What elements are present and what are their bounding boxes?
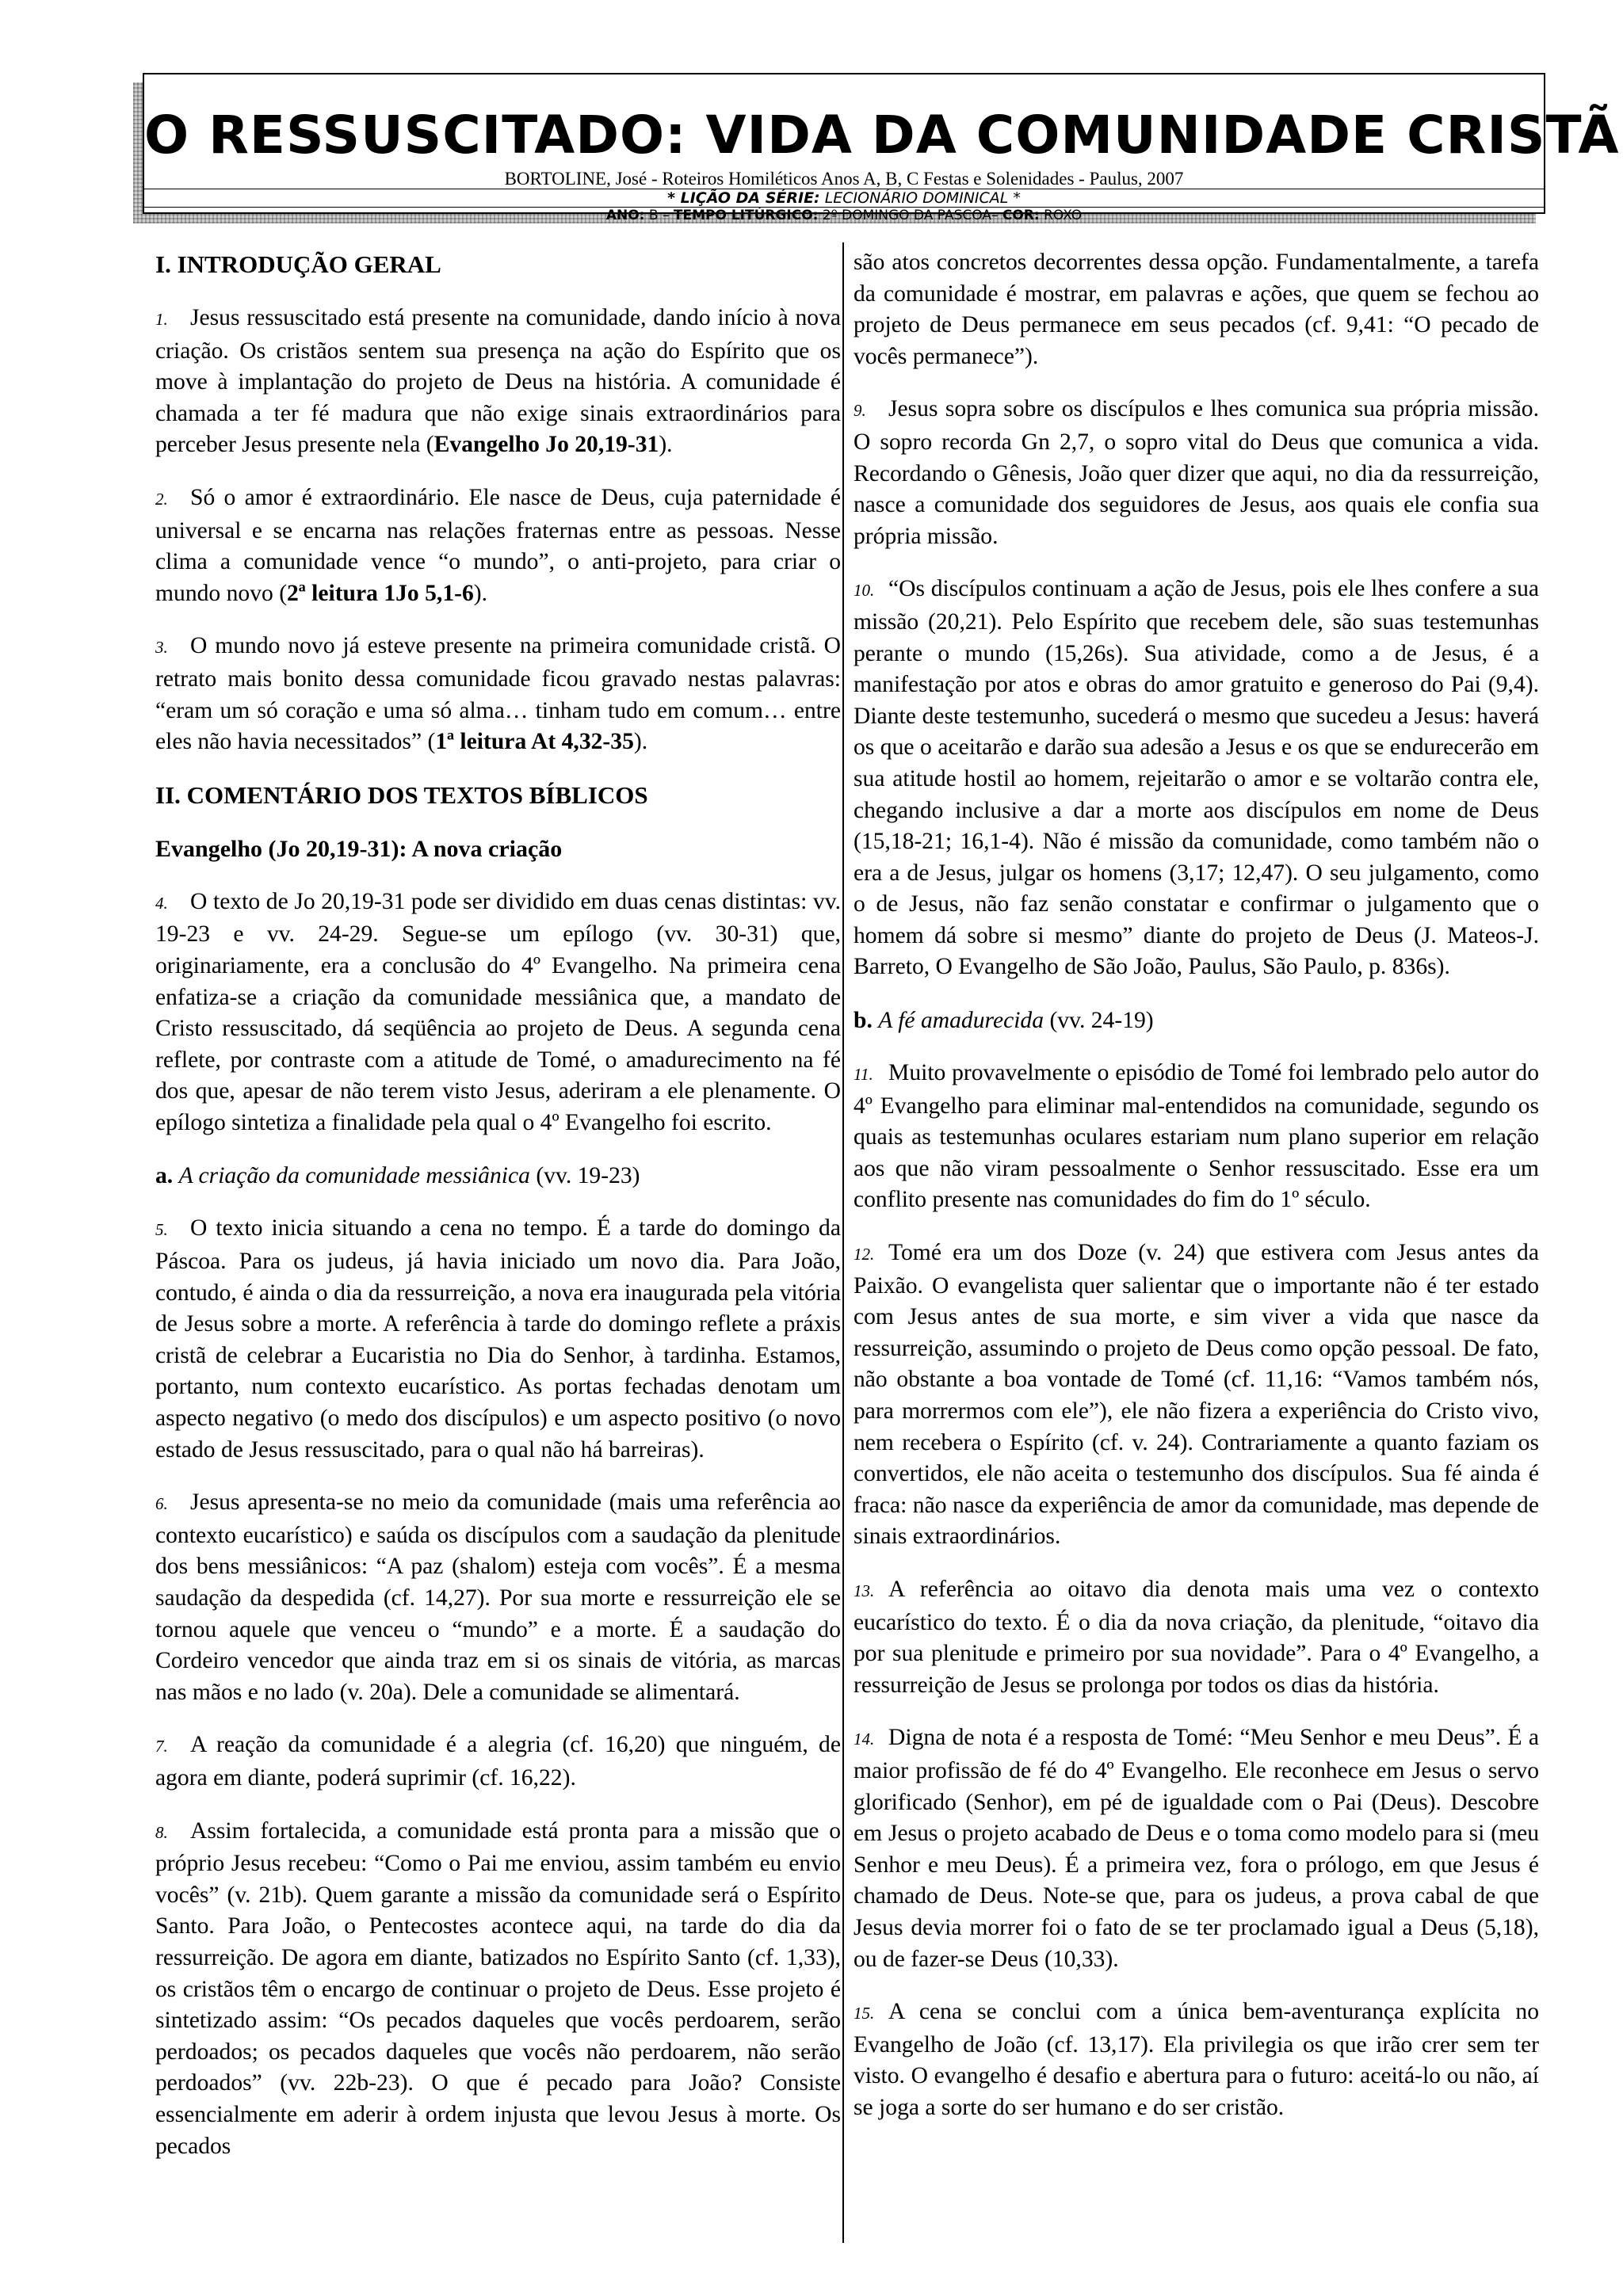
paragraph-4: 4. O texto de Jo 20,19-31 pode ser dividido em duas cenas distintas: vv. 19-23 e vv. 24-29. Segue-se um epílogo (vv. 30-31) que, originariamente, era a conclusão do 4º Evangelho. Na primeira cena enfatiza-se a criação da comunidade messiânica que, a mandato de Cristo ressuscitado, dá seqüência ao projeto de Deus. A segunda cena reflete, por contraste com a atitude de Tomé, o amadurecimento na fé dos que, apesar de não terem visto Jesus, aderiram a ele plenamente. O epílogo sintetiza a finalidade pela qual o 4º Evangelho foi escrito. <box>155 888 841 1135</box>
paragraph-9: 9. Jesus sopra sobre os discípulos e lhes comunica sua própria missão. O sopro recorda Gn 2,7, o sopro vital do Deus que comunica a vida. Recordando o Gênesis, João quer dizer que aqui, no dia da ressurreição, nasce a comunidade dos seguidores de Jesus, aos quais ele confia sua própria missão. <box>854 396 1539 549</box>
page-title: O RESSUSCITADO: VIDA DA COMUNIDADE CRISTÃ <box>144 105 1620 166</box>
paragraph-5: 5. O texto inicia situando a cena no tempo. É a tarde do domingo da Páscoa. Para os judeus, já havia iniciado um novo dia. Para João, contudo, é ainda o dia da ressurreição, a nova era inaugurada pela vitória de Jesus sobre a morte. A referência à tarde do domingo reflete a práxis cristã de celebrar a Eucaristia no Dia do Senhor, à tardinha. Estamos, portanto, num contexto eucarístico. As portas fechadas denotam um aspecto negativo (o medo dos discípulos) e um aspecto positivo (o novo estado de Jesus ressuscitado, para o qual não há barreiras). <box>155 1215 841 1463</box>
right-column <box>854 247 1539 2145</box>
paragraph-10: 10. “Os discípulos continuam a ação de Jesus, pois ele lhes confere a sua missão (20,21). Pelo Espírito que recebem dele, são suas testemunhas perante o mundo (15,26s). Sua atividade, como a de Jesus, é a manifestação por atos e obras do amor gratuito e generoso do Pai (9,4). Diante deste testemunho, sucederá o mesmo que sucedeu a Jesus: haverá os que o aceitarão e darão sua adesão a Jesus e os que se endurecerão em sua atitude hostil ao homem, rejeitarão o amor e se voltarão contra ele, chegando inclusive a dar a morte aos discípulos em nome de Deus (15,18-21; 16,1-4). Não é missão da comunidade, como também não o era a de Jesus, julgar os homens (3,17; 12,47). O seu julgamento, como o de Jesus, não faz senão constatar e confirmar o julgamento que o homem dá sobre si mesmo” diante do projeto de Deus (J. Mateos-J. Barreto, O Evangelho de São João, Paulus, São Paulo, p. 836s). <box>854 576 1539 980</box>
time-value: 2º DOMINGO DA PASCOA– <box>822 208 999 223</box>
paragraph-11: 11. Muito provavelmente o episódio de Tomé foi lembrado pelo autor do 4º Evangelho para eliminar mal-entendidos na comunidade, segundo os quais as testemunhas oculares estariam num plano superior em relação aos que não viram pessoalmente o Senhor ressuscitado. Esse era um conflito presente nas comunidades do fim do 1º século. <box>854 1060 1539 1213</box>
series-label: * LIÇÃO DA SÉRIE: LECIONÁRIO DOMINICAL * <box>667 189 1021 207</box>
paragraph-7: 7. A reação da comunidade é a alegria (cf. 16,20) que ninguém, de agora em diante, poderá suprimir (cf. 16,22). <box>155 1732 841 1791</box>
year-value: B – <box>648 208 670 223</box>
source-citation: BORTOLINE, José - Roteiros Homiléticos Anos A, B, C Festas e Solenidades - Paulus, 2007 <box>504 169 1184 189</box>
subsection-b-title: b. A fé amadurecida (vv. 24-19) <box>854 1008 1154 1034</box>
left-column <box>155 246 841 2183</box>
color-label: COR: <box>1002 208 1040 223</box>
paragraph-2: 2. Só o amor é extraordinário. Ele nasce de Deus, cuja paternidade é universal e se encarna nas relações fraternas entre as pessoas. Nesse clima a comunidade vence “o mundo”, o anti-projeto, para criar o mundo novo (2ª leitura 1Jo 5,1-6). <box>155 484 841 606</box>
column-divider <box>842 242 844 2243</box>
liturgical-info <box>144 208 1544 224</box>
paragraph-6: 6. Jesus apresenta-se no meio da comunidade (mais uma referência ao contexto eucarístico) e saúda os discípulos com a saudação da plenitude dos bens messiânicos: “A paz (shalom) esteja com vocês”. É a mesma saudação da despedida (cf. 14,27). Por sua morte e ressurreição ele se tornou aquele que venceu o “mundo” e a morte. É a saudação do Cordeiro vencedor que ainda traz em si os sinais de vitória, as marcas nas mãos e no lado (v. 20a). Dele a comunidade se alimentará. <box>155 1489 841 1705</box>
paragraph-1: 1. Jesus ressuscitado está presente na comunidade, dando início à nova criação. Os cristãos sentem sua presença na ação do Espírito que os move à implantação do projeto de Deus na história. A comunidade é chamada a ter fé madura que não exige sinais extraordinários para perceber Jesus presente nela (Evangelho Jo 20,19-31). <box>155 305 841 458</box>
section-commentary-title: II. COMENTÁRIO DOS TEXTOS BÍBLICOS <box>155 780 648 809</box>
paragraph-13: 13. A referência ao oitavo dia denota mais uma vez o contexto eucarístico do texto. É o dia da nova criação, da plenitude, “oitavo dia por sua plenitude e primeiro por sua novidade”. Para o 4º Evangelho, a ressurreição de Jesus se prolonga por todos os dias da história. <box>854 1576 1539 1698</box>
paragraph-8-continued: são atos concretos decorrentes dessa opção. Fundamentalmente, a tarefa da comunidade é mostrar, em palavras e ações, que quem se fechou ao projeto de Deus permanece em seus pecados (cf. 9,41: “O pecado de vocês permanece”). <box>854 250 1539 369</box>
color-value: ROXO <box>1044 208 1083 223</box>
time-label: TEMPO LITÚRGICO: <box>673 208 819 223</box>
paragraph-8: 8. Assim fortalecida, a comunidade está pronta para a missão que o próprio Jesus recebeu: “Como o Pai me enviou, assim também eu envio vocês” (v. 21b). Quem garante a missão da comunidade será o Espírito Santo. Para João, o Pentecostes acontece aqui, na tarde do dia da ressurreição. De agora em diante, batizados no Espírito Santo (cf. 1,33), os cristãos têm o encargo de continuar o projeto de Deus. Esse projeto é sintetizado assim: “Os pecados daqueles que vocês perdoarem, serão perdoados; os pecados daqueles que vocês não perdoarem, não serão perdoados” (vv. 22b-23). O que é pecado para João? Consiste essencialmente em aderir à ordem injusta que levou Jesus à morte. Os pecados <box>155 1817 841 2159</box>
paragraph-3: 3. O mundo novo já esteve presente na primeira comunidade cristã. O retrato mais bonito dessa comunidade ficou gravado nestas palavras: “eram um só coração e uma só alma… tinham tudo em comum… entre eles não havia necessitados” (1ª leitura At 4,32-35). <box>155 633 841 755</box>
year-label: ANO: <box>605 208 645 223</box>
series-line <box>144 189 1544 208</box>
gospel-title: Evangelho (Jo 20,19-31): A nova criação <box>155 835 563 862</box>
paragraph-15: 15. A cena se conclui com a única bem-aventurança explícita no Evangelho de João (cf. 13,17). Ela privilegia os que irão crer sem ter visto. O evangelho é desafio e abertura para o futuro: aceitá-lo ou não, aí se joga a sorte do ser humano e do ser cristão. <box>854 1999 1539 2120</box>
paragraph-14: 14. Digna de nota é a resposta de Tomé: “Meu Senhor e meu Deus”. É a maior profissão de fé do 4º Evangelho. Ele reconhece em Jesus o servo glorificado (Senhor), em pé de igualdade com o Pai (Deus). Descobre em Jesus o projeto acabado de Deus e o toma como modelo para si (meu Senhor e meu Deus). É a primeira vez, fora o prólogo, em que Jesus é chamado de Deus. Note-se que, para os judeus, a prova cabal de que Jesus devia morrer foi o fato de se ter proclamado igual a Deus (5,18), ou de fazer-se Deus (10,33). <box>854 1725 1539 1972</box>
header-box <box>143 73 1620 223</box>
section-intro-title: I. INTRODUÇÃO GERAL <box>155 250 441 278</box>
subsection-a-title: a. A criação da comunidade messiânica (vv. 19-23) <box>155 1163 640 1189</box>
paragraph-12: 12. Tomé era um dos Doze (v. 24) que estivera com Jesus antes da Paixão. O evangelista quer salientar que o importante não é ter estado com Jesus antes de sua morte, e sim viver a vida que nasce da ressurreição, assumindo o projeto de Deus como opção pessoal. De fato, não obstante a boa vontade de Tomé (cf. 11,16: “Vamos também nós, para morrermos com ele”), ele não fizera a experiência do Cristo vivo, nem recebera o Espírito (cf. v. 24). Contrariamente a quanto faziam os convertidos, ele não aceita o testemunho dos discípulos. Sua fé ainda é fraca: não nasce da experiência de amor da comunidade, mas depende de sinais extraordinários. <box>854 1240 1539 1550</box>
header <box>143 73 1620 223</box>
